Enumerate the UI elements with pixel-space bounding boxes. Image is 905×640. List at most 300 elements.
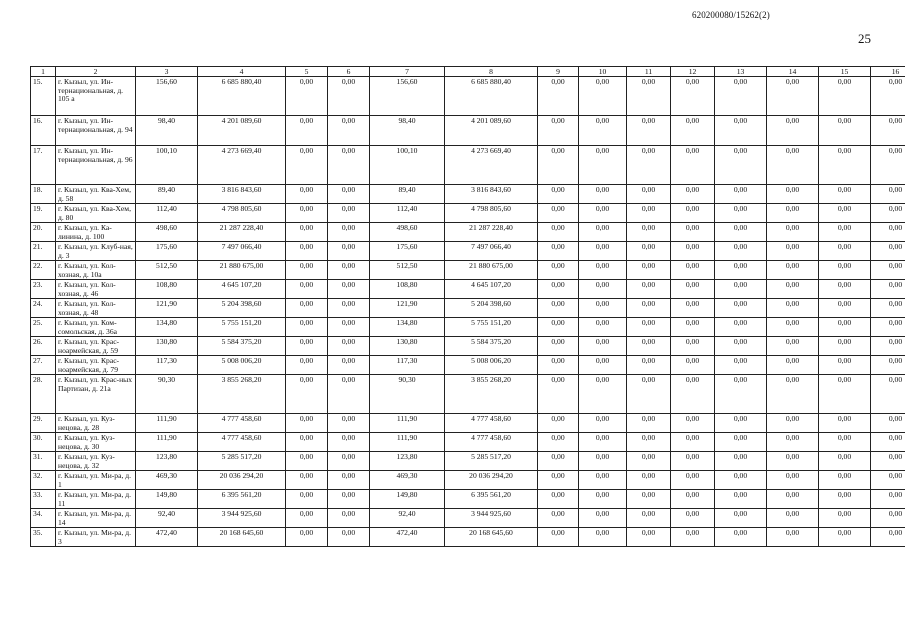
value-cell: 149,80 [136,490,198,509]
table-row [31,242,905,261]
value-cell: 0,00 [671,356,715,375]
row-number-cell: 35. [31,528,56,547]
value-cell: 0,00 [286,452,328,471]
value-cell: 0,00 [819,299,871,318]
value-cell: 0,00 [871,185,905,204]
row-number-cell: 25. [31,318,56,337]
value-cell: 0,00 [671,261,715,280]
value-cell: 5 008 006,20 [445,356,538,375]
value-cell: 0,00 [627,116,671,146]
value-cell: 0,00 [538,261,579,280]
value-cell: 0,00 [328,375,370,414]
value-cell: 0,00 [328,471,370,490]
value-cell: 0,00 [286,490,328,509]
value-cell: 0,00 [715,242,767,261]
value-cell: 5 204 398,60 [198,299,286,318]
value-cell: 0,00 [819,528,871,547]
value-cell: 0,00 [671,280,715,299]
value-cell: 472,40 [136,528,198,547]
value-cell: 0,00 [328,242,370,261]
table-row [31,185,905,204]
value-cell: 0,00 [819,223,871,242]
value-cell: 0,00 [767,261,819,280]
value-cell: 0,00 [819,204,871,223]
value-cell: 0,00 [538,509,579,528]
column-number-cell: 2 [56,67,136,77]
value-cell: 0,00 [819,509,871,528]
value-cell: 21 287 228,40 [198,223,286,242]
value-cell: 0,00 [328,204,370,223]
value-cell: 0,00 [328,280,370,299]
value-cell: 0,00 [871,528,905,547]
value-cell: 130,80 [136,337,198,356]
value-cell: 0,00 [328,116,370,146]
value-cell: 0,00 [286,414,328,433]
value-cell: 0,00 [328,337,370,356]
value-cell: 117,30 [136,356,198,375]
value-cell: 0,00 [671,452,715,471]
value-cell: 0,00 [328,528,370,547]
value-cell: 0,00 [286,375,328,414]
row-number-cell: 17. [31,146,56,185]
value-cell: 469,30 [136,471,198,490]
column-number-cell: 3 [136,67,198,77]
value-cell: 0,00 [627,261,671,280]
column-number-cell: 4 [198,67,286,77]
value-cell: 0,00 [286,116,328,146]
value-cell: 121,90 [370,299,445,318]
value-cell: 0,00 [627,299,671,318]
value-cell: 0,00 [286,280,328,299]
row-number-cell: 21. [31,242,56,261]
value-cell: 0,00 [715,433,767,452]
column-number-cell: 11 [627,67,671,77]
value-cell: 5 285 517,20 [198,452,286,471]
value-cell: 0,00 [819,471,871,490]
value-cell: 156,60 [136,77,198,116]
row-number-cell: 30. [31,433,56,452]
row-number-cell: 32. [31,471,56,490]
data-table [30,66,905,547]
address-cell: г. Кызыл, ул. Ком-сомольская, д. 36а [56,318,136,337]
value-cell: 0,00 [627,452,671,471]
value-cell: 0,00 [871,509,905,528]
address-cell: г. Кызыл, ул. Ин-тернациональная, д. 94 [56,116,136,146]
value-cell: 0,00 [671,223,715,242]
value-cell: 5 204 398,60 [445,299,538,318]
value-cell: 100,10 [136,146,198,185]
value-cell: 175,60 [370,242,445,261]
value-cell: 123,80 [370,452,445,471]
value-cell: 3 855 268,20 [198,375,286,414]
value-cell: 498,60 [370,223,445,242]
table-row [31,490,905,509]
value-cell: 0,00 [715,490,767,509]
value-cell: 4 798 805,60 [198,204,286,223]
value-cell: 0,00 [579,242,627,261]
value-cell: 0,00 [819,356,871,375]
value-cell: 0,00 [538,223,579,242]
row-number-cell: 26. [31,337,56,356]
value-cell: 134,80 [136,318,198,337]
address-cell: г. Кызыл, ул. Куз-нецова, д. 28 [56,414,136,433]
value-cell: 3 944 925,60 [445,509,538,528]
table-row [31,356,905,375]
value-cell: 0,00 [819,242,871,261]
value-cell: 0,00 [627,375,671,414]
row-number-cell: 18. [31,185,56,204]
value-cell: 0,00 [715,146,767,185]
column-number-cell: 15 [819,67,871,77]
value-cell: 0,00 [715,223,767,242]
value-cell: 108,80 [370,280,445,299]
value-cell: 0,00 [328,146,370,185]
column-number-cell: 1 [31,67,56,77]
table-row [31,471,905,490]
value-cell: 0,00 [328,318,370,337]
value-cell: 20 168 645,60 [198,528,286,547]
value-cell: 0,00 [627,204,671,223]
table-row [31,261,905,280]
value-cell: 0,00 [871,433,905,452]
value-cell: 0,00 [715,452,767,471]
column-number-row [31,67,905,77]
value-cell: 0,00 [538,116,579,146]
value-cell: 0,00 [328,261,370,280]
column-number-cell: 5 [286,67,328,77]
value-cell: 0,00 [767,318,819,337]
value-cell: 0,00 [286,471,328,490]
value-cell: 0,00 [579,261,627,280]
address-cell: г. Кызыл, ул. Крас-ноармейская, д. 59 [56,337,136,356]
value-cell: 0,00 [871,356,905,375]
address-cell: г. Кызыл, ул. Ква-Хем, д. 58 [56,185,136,204]
value-cell: 123,80 [136,452,198,471]
value-cell: 0,00 [819,452,871,471]
value-cell: 0,00 [715,375,767,414]
value-cell: 0,00 [579,318,627,337]
value-cell: 0,00 [715,299,767,318]
column-number-cell: 10 [579,67,627,77]
value-cell: 0,00 [328,77,370,116]
value-cell: 0,00 [671,337,715,356]
value-cell: 0,00 [538,337,579,356]
value-cell: 0,00 [871,261,905,280]
value-cell: 512,50 [136,261,198,280]
value-cell: 156,60 [370,77,445,116]
value-cell: 112,40 [136,204,198,223]
value-cell: 0,00 [286,337,328,356]
value-cell: 111,90 [370,433,445,452]
value-cell: 0,00 [671,414,715,433]
value-cell: 130,80 [370,337,445,356]
value-cell: 20 036 294,20 [198,471,286,490]
table-row [31,452,905,471]
address-cell: г. Кызыл, ул. Кол-хозная, д. 10а [56,261,136,280]
row-number-cell: 31. [31,452,56,471]
value-cell: 0,00 [579,490,627,509]
value-cell: 0,00 [819,280,871,299]
value-cell: 0,00 [715,185,767,204]
value-cell: 0,00 [767,509,819,528]
row-number-cell: 27. [31,356,56,375]
value-cell: 0,00 [579,204,627,223]
value-cell: 4 645 107,20 [445,280,538,299]
value-cell: 0,00 [767,204,819,223]
address-cell: г. Кызыл, ул. Ми-ра, д. 11 [56,490,136,509]
address-cell: г. Кызыл, ул. Ми-ра, д. 1 [56,471,136,490]
value-cell: 0,00 [715,116,767,146]
value-cell: 175,60 [136,242,198,261]
value-cell: 149,80 [370,490,445,509]
value-cell: 0,00 [671,471,715,490]
value-cell: 0,00 [627,146,671,185]
value-cell: 0,00 [871,299,905,318]
value-cell: 92,40 [136,509,198,528]
value-cell: 0,00 [627,414,671,433]
value-cell: 0,00 [328,299,370,318]
row-number-cell: 23. [31,280,56,299]
row-number-cell: 29. [31,414,56,433]
value-cell: 5 584 375,20 [198,337,286,356]
value-cell: 0,00 [871,318,905,337]
row-number-cell: 19. [31,204,56,223]
table-row [31,204,905,223]
value-cell: 5 584 375,20 [445,337,538,356]
table-row [31,299,905,318]
value-cell: 0,00 [627,337,671,356]
table-row [31,280,905,299]
value-cell: 0,00 [715,471,767,490]
value-cell: 0,00 [819,318,871,337]
value-cell: 0,00 [871,452,905,471]
value-cell: 0,00 [871,77,905,116]
value-cell: 3 944 925,60 [198,509,286,528]
column-number-cell: 6 [328,67,370,77]
value-cell: 7 497 066,40 [445,242,538,261]
value-cell: 3 855 268,20 [445,375,538,414]
value-cell: 0,00 [538,356,579,375]
value-cell: 0,00 [286,204,328,223]
row-number-cell: 33. [31,490,56,509]
value-cell: 0,00 [538,414,579,433]
value-cell: 108,80 [136,280,198,299]
table-row [31,375,905,414]
value-cell: 0,00 [871,414,905,433]
value-cell: 0,00 [871,375,905,414]
value-cell: 0,00 [286,146,328,185]
value-cell: 0,00 [871,116,905,146]
row-number-cell: 15. [31,77,56,116]
value-cell: 4 798 805,60 [445,204,538,223]
address-cell: г. Кызыл, ул. Ми-ра, д. 3 [56,528,136,547]
value-cell: 4 273 669,40 [445,146,538,185]
value-cell: 0,00 [627,318,671,337]
address-cell: г. Кызыл, ул. Ми-ра, д. 14 [56,509,136,528]
value-cell: 0,00 [538,471,579,490]
table-row [31,528,905,547]
value-cell: 90,30 [136,375,198,414]
value-cell: 0,00 [767,280,819,299]
table-row [31,77,905,116]
value-cell: 0,00 [767,223,819,242]
value-cell: 0,00 [819,185,871,204]
value-cell: 0,00 [715,528,767,547]
value-cell: 0,00 [579,375,627,414]
value-cell: 0,00 [579,223,627,242]
table-row [31,433,905,452]
value-cell: 0,00 [715,356,767,375]
address-cell: г. Кызыл, ул. Клуб-ная, д. 3 [56,242,136,261]
value-cell: 0,00 [328,185,370,204]
value-cell: 20 168 645,60 [445,528,538,547]
value-cell: 0,00 [671,299,715,318]
value-cell: 0,00 [627,280,671,299]
value-cell: 0,00 [671,490,715,509]
value-cell: 0,00 [767,146,819,185]
value-cell: 0,00 [538,528,579,547]
value-cell: 0,00 [538,299,579,318]
value-cell: 90,30 [370,375,445,414]
value-cell: 6 685 880,40 [198,77,286,116]
row-number-cell: 22. [31,261,56,280]
value-cell: 0,00 [328,452,370,471]
value-cell: 0,00 [819,433,871,452]
value-cell: 4 645 107,20 [198,280,286,299]
value-cell: 0,00 [819,116,871,146]
value-cell: 0,00 [579,299,627,318]
table-row [31,116,905,146]
value-cell: 0,00 [819,414,871,433]
value-cell: 0,00 [671,509,715,528]
value-cell: 0,00 [819,77,871,116]
value-cell: 0,00 [671,204,715,223]
value-cell: 0,00 [286,318,328,337]
value-cell: 0,00 [627,528,671,547]
value-cell: 112,40 [370,204,445,223]
value-cell: 0,00 [286,509,328,528]
value-cell: 0,00 [538,146,579,185]
value-cell: 121,90 [136,299,198,318]
value-cell: 0,00 [286,77,328,116]
column-number-cell: 16 [871,67,905,77]
value-cell: 111,90 [370,414,445,433]
value-cell: 0,00 [538,490,579,509]
value-cell: 0,00 [767,242,819,261]
value-cell: 0,00 [671,528,715,547]
value-cell: 0,00 [538,375,579,414]
value-cell: 0,00 [819,261,871,280]
value-cell: 0,00 [871,471,905,490]
value-cell: 472,40 [370,528,445,547]
value-cell: 20 036 294,20 [445,471,538,490]
table-row [31,146,905,185]
table-row [31,337,905,356]
address-cell: г. Кызыл, ул. Ква-Хем, д. 80 [56,204,136,223]
row-number-cell: 34. [31,509,56,528]
value-cell: 89,40 [370,185,445,204]
value-cell: 0,00 [767,116,819,146]
value-cell: 0,00 [715,509,767,528]
value-cell: 0,00 [579,528,627,547]
row-number-cell: 24. [31,299,56,318]
value-cell: 0,00 [767,452,819,471]
value-cell: 89,40 [136,185,198,204]
value-cell: 7 497 066,40 [198,242,286,261]
value-cell: 512,50 [370,261,445,280]
value-cell: 0,00 [715,337,767,356]
value-cell: 0,00 [627,433,671,452]
value-cell: 0,00 [627,242,671,261]
value-cell: 6 395 561,20 [198,490,286,509]
value-cell: 111,90 [136,433,198,452]
value-cell: 0,00 [819,490,871,509]
value-cell: 0,00 [286,185,328,204]
column-number-cell: 12 [671,67,715,77]
value-cell: 0,00 [671,77,715,116]
value-cell: 0,00 [538,185,579,204]
value-cell: 0,00 [871,223,905,242]
value-cell: 0,00 [715,77,767,116]
column-number-cell: 9 [538,67,579,77]
value-cell: 6 395 561,20 [445,490,538,509]
value-cell: 0,00 [871,242,905,261]
address-cell: г. Кызыл, ул. Куз-нецова, д. 32 [56,452,136,471]
value-cell: 0,00 [538,77,579,116]
value-cell: 5 008 006,20 [198,356,286,375]
row-number-cell: 28. [31,375,56,414]
value-cell: 0,00 [871,337,905,356]
value-cell: 21 880 675,00 [445,261,538,280]
document-id: 620200080/15262(2) [692,10,770,20]
value-cell: 4 777 458,60 [198,433,286,452]
value-cell: 469,30 [370,471,445,490]
row-number-cell: 20. [31,223,56,242]
address-cell: г. Кызыл, ул. Крас-ных Партизан, д. 21а [56,375,136,414]
address-cell: г. Кызыл, ул. Кол-хозная, д. 48 [56,299,136,318]
value-cell: 0,00 [715,204,767,223]
row-number-cell: 16. [31,116,56,146]
value-cell: 0,00 [579,356,627,375]
table-row [31,223,905,242]
value-cell: 0,00 [715,414,767,433]
value-cell: 0,00 [767,375,819,414]
value-cell: 21 287 228,40 [445,223,538,242]
value-cell: 0,00 [767,185,819,204]
column-number-cell: 7 [370,67,445,77]
value-cell: 0,00 [579,452,627,471]
value-cell: 0,00 [286,433,328,452]
value-cell: 0,00 [627,356,671,375]
value-cell: 98,40 [136,116,198,146]
value-cell: 0,00 [671,185,715,204]
value-cell: 0,00 [286,223,328,242]
value-cell: 0,00 [286,242,328,261]
value-cell: 5 755 151,20 [445,318,538,337]
value-cell: 0,00 [715,261,767,280]
page-number: 25 [858,31,871,46]
value-cell: 0,00 [627,223,671,242]
table-row [31,318,905,337]
value-cell: 0,00 [579,146,627,185]
address-cell: г. Кызыл, ул. Ин-тернациональная, д. 96 [56,146,136,185]
value-cell: 6 685 880,40 [445,77,538,116]
value-cell: 0,00 [328,356,370,375]
value-cell: 0,00 [286,261,328,280]
value-cell: 4 777 458,60 [445,433,538,452]
value-cell: 0,00 [538,204,579,223]
value-cell: 0,00 [579,509,627,528]
